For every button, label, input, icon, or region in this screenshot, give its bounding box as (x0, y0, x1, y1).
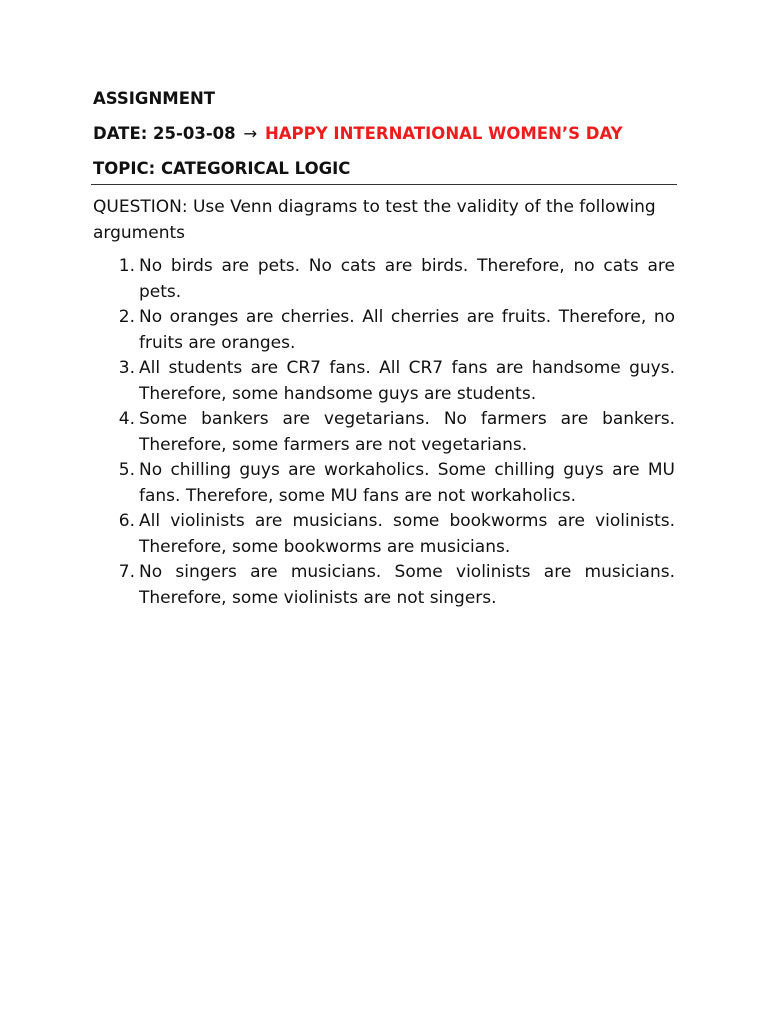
item-number: 6. (118, 511, 135, 531)
item-number: 5. (118, 460, 135, 480)
right-arrow-icon: → (243, 124, 258, 143)
assignment-page (93, 88, 675, 611)
item-number: 7. (118, 562, 135, 582)
item-number: 3. (118, 358, 135, 378)
list-item (93, 305, 675, 356)
date-highlight: HAPPY INTERNATIONAL WOMEN’S DAY (264, 124, 623, 143)
item-text: No singers are musicians. Some violinists are musicians. Therefore, some violinists are not singers. (139, 562, 675, 608)
list-item (93, 254, 675, 305)
item-number: 2. (118, 307, 135, 327)
item-text: All violinists are musicians. some bookworms are violinists. Therefore, some bookworms are musicians. (139, 511, 675, 557)
assignment-title: ASSIGNMENT (93, 89, 216, 108)
item-number: 4. (118, 409, 135, 429)
date-line (93, 123, 675, 145)
list-item (93, 356, 675, 407)
item-text: Some bankers are vegetarians. No farmers are bankers. Therefore, some farmers are not vegetarians. (139, 409, 675, 455)
item-text: No oranges are cherries. All cherries are fruits. Therefore, no fruits are oranges. (139, 307, 675, 353)
item-text: No chilling guys are workaholics. Some chilling guys are MU fans. Therefore, some MU fans are not workaholics. (139, 460, 675, 506)
question-text: QUESTION: Use Venn diagrams to test the validity of the following arguments (93, 197, 656, 243)
header-divider (91, 184, 677, 185)
list-item (93, 560, 675, 611)
item-number: 1. (118, 256, 135, 276)
date-label: DATE: 25-03-08 (93, 124, 236, 143)
item-text: No birds are pets. No cats are birds. Therefore, no cats are pets. (139, 256, 675, 302)
item-text: All students are CR7 fans. All CR7 fans are handsome guys. Therefore, some handsome guys are students. (139, 358, 675, 404)
list-item (93, 458, 675, 509)
argument-list (93, 254, 675, 611)
list-item (93, 509, 675, 560)
topic-line: TOPIC: CATEGORICAL LOGIC (93, 159, 351, 178)
list-item (93, 407, 675, 458)
